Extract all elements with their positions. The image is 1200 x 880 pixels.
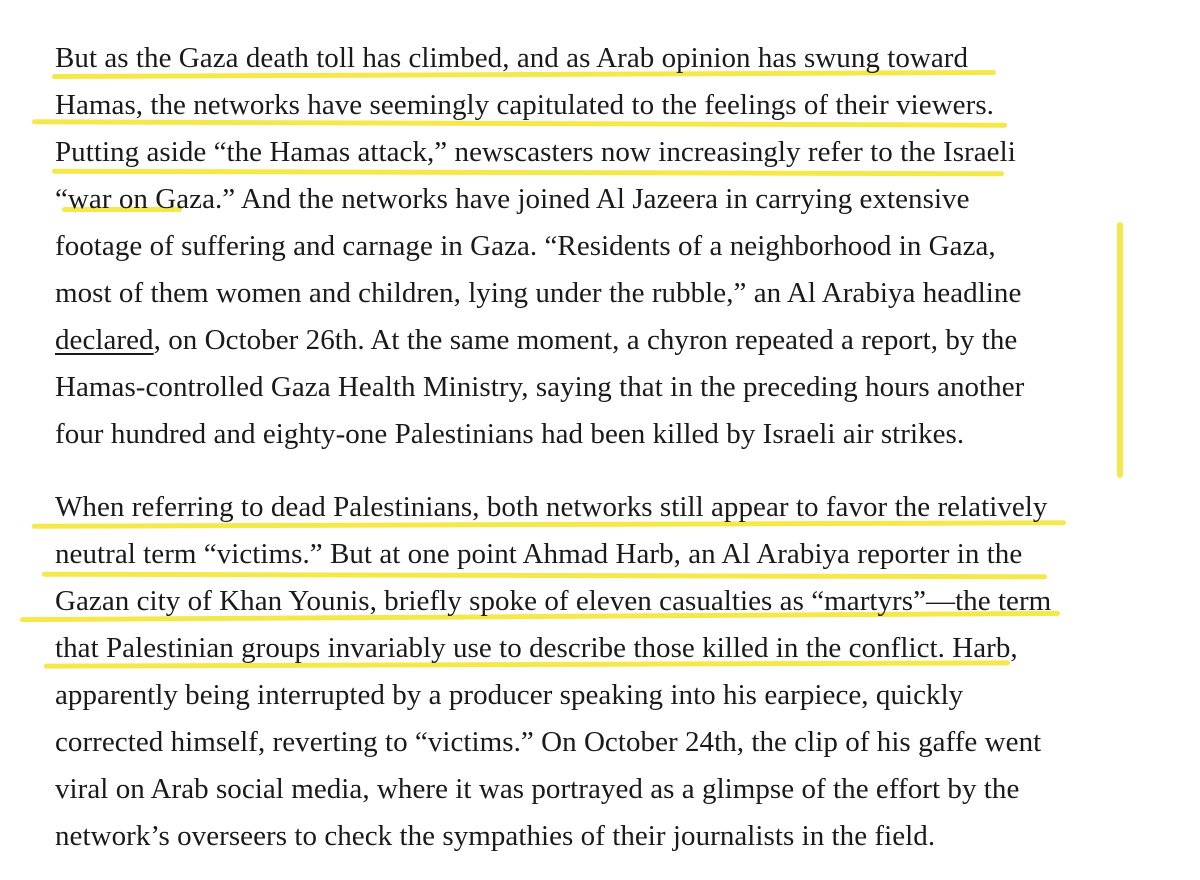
paragraph-2-line-5: apparently being interrupted by a producer speaking into his earpiece, quickly (55, 679, 964, 711)
paragraph-2-line-4: that Palestinian groups invariably use to describe those killed in the conflict. Harb, (55, 632, 1018, 664)
paragraph-1-line-3: Putting aside “the Hamas attack,” newscasters now increasingly refer to the Israeli (55, 136, 1016, 168)
paragraph-2-line-1: When referring to dead Palestinians, both networks still appear to favor the relatively (55, 491, 1048, 523)
paragraph-1-line-9: four hundred and eighty-one Palestinians had been killed by Israeli air strikes. (55, 418, 965, 450)
paragraph-2-line-8: network’s overseers to check the sympathies of their journalists in the field. (55, 820, 936, 852)
paragraph-2-line-6: corrected himself, reverting to “victims.” On October 24th, the clip of his gaffe went (55, 726, 1042, 758)
paragraph-1-line-7 (55, 320, 1017, 360)
paragraph-1-line-4: “war on Gaza.” And the networks have joined Al Jazeera in carrying extensive (55, 183, 970, 215)
declared-link[interactable]: declared (55, 324, 154, 356)
paragraph-1-line-1: But as the Gaza death toll has climbed, and as Arab opinion has swung toward (55, 42, 969, 74)
paragraph-2-line-7: viral on Arab social media, where it was portrayed as a glimpse of the effort by the (55, 773, 1020, 805)
paragraph-1-line-6: most of them women and children, lying under the rubble,” an Al Arabiya headline (55, 277, 1022, 309)
paragraph-1-line-8: Hamas-controlled Gaza Health Ministry, saying that in the preceding hours another (55, 371, 1025, 403)
paragraph-2-line-3: Gazan city of Khan Younis, briefly spoke of eleven casualties as “martyrs”—the term (55, 585, 1052, 617)
paragraph-1-line-7-text: , on October 26th. At the same moment, a chyron repeated a report, by the (153, 324, 1018, 356)
paragraph-2-line-2: neutral term “victims.” But at one point Ahmad Harb, an Al Arabiya reporter in the (55, 538, 1023, 570)
paragraph-1-line-5: footage of suffering and carnage in Gaza. “Residents of a neighborhood in Gaza, (55, 230, 996, 262)
paragraph-1-line-2: Hamas, the networks have seemingly capitulated to the feelings of their viewers. (55, 89, 994, 121)
margin-highlight-bar (1117, 222, 1123, 478)
